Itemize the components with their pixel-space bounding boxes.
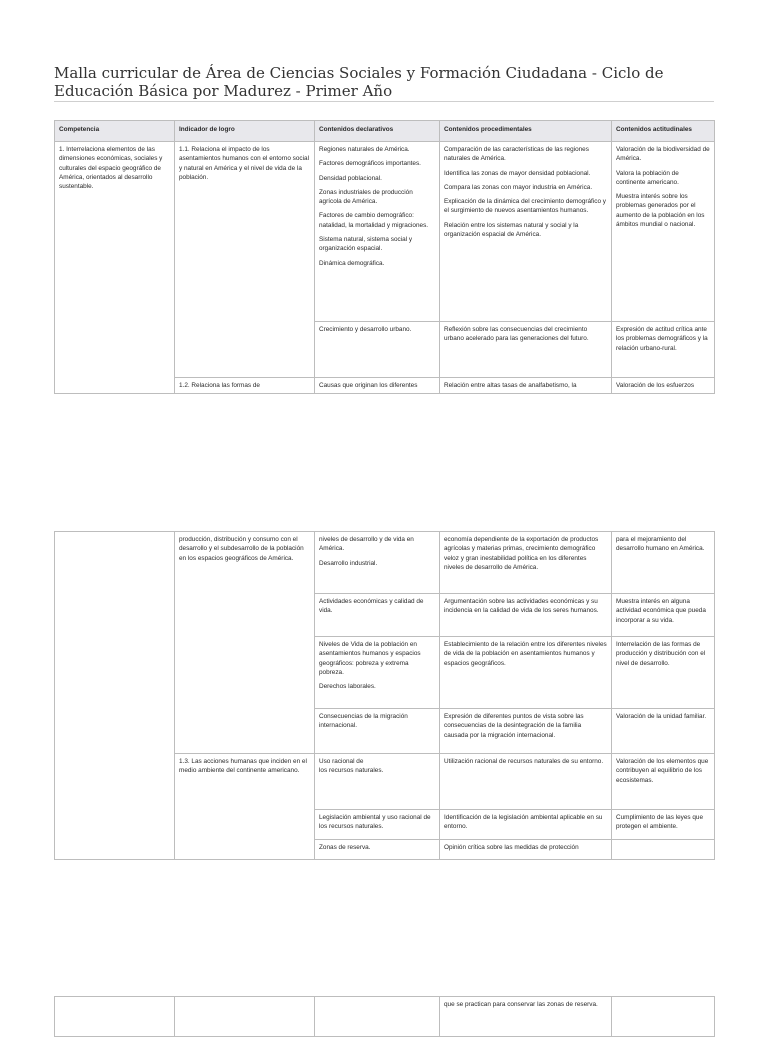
declarativos-cell: Niveles de Vida de la población en asentamientos humanos y espacios geográficos: pobreza y extrema pobreza. Derechos laborales. xyxy=(315,637,440,709)
actitudinales-cell: Valoración de los elementos que contribuyen al equilibrio de los ecosistemas. xyxy=(612,754,715,810)
procedimentales-cell: Establecimiento de la relación entre los diferentes niveles de vida de la población en asentamientos humanos y espacios geográficos. xyxy=(440,637,612,709)
curriculum-table-page-3 xyxy=(54,996,715,1037)
actitudinales-cell: Valoración de la unidad familiar. xyxy=(612,709,715,754)
procedimentales-cell: Opinión crítica sobre las medidas de protección xyxy=(440,840,612,860)
header-declarativos: Contenidos declarativos xyxy=(315,121,440,142)
actitudinales-cell: para el mejoramiento del desarrollo humano en América. xyxy=(612,532,715,594)
declarativos-cell: niveles de desarrollo y de vida en América. Desarrollo industrial. xyxy=(315,532,440,594)
curriculum-table-page-1 xyxy=(54,120,715,394)
table-row xyxy=(55,142,715,322)
procedimentales-cell: Reflexión sobre las consecuencias del crecimiento urbano acelerado para las generaciones del futuro. xyxy=(440,322,612,378)
procedimentales-cell: que se practican para conservar las zonas de reserva. xyxy=(440,997,612,1037)
declarativos-cell: Legislación ambiental y uso racional de los recursos naturales. xyxy=(315,810,440,840)
indicador-cell: 1.2. Relaciona las formas de xyxy=(175,378,315,394)
header-actitudinales: Contenidos actitudinales xyxy=(612,121,715,142)
declarativos-cell: Causas que originan los diferentes xyxy=(315,378,440,394)
curriculum-table-page-2 xyxy=(54,531,715,860)
actitudinales-cell xyxy=(612,997,715,1037)
header-competencia: Competencia xyxy=(55,121,175,142)
procedimentales-cell: Relación entre altas tasas de analfabetismo, la xyxy=(440,378,612,394)
competencia-cell: 1. Interrelaciona elementos de las dimensiones económicas, sociales y culturales del espacio geográfico de América, orientados al desarrollo sustentable. xyxy=(55,142,175,394)
declarativos-cell: Regiones naturales de América. Factores demográficos importantes. Densidad poblacional. Zonas industriales de producción agrícola de América. Factores de cambio demográfico: natalidad, la mortalidad y migraciones. Sistema natural, sistema social y organización espacial. Dinámica demográfica. xyxy=(315,142,440,322)
competencia-cell xyxy=(55,997,175,1037)
indicador-cell xyxy=(175,997,315,1037)
indicador-cell: producción, distribución y consumo con el desarrollo y el subdesarrollo de la población en los espacios geográficos de América. xyxy=(175,532,315,754)
procedimentales-cell: Argumentación sobre las actividades económicas y su incidencia en la calidad de vida de los seres humanos. xyxy=(440,594,612,637)
table-row xyxy=(55,532,715,594)
title-divider xyxy=(54,101,714,102)
procedimentales-cell: Expresión de diferentes puntos de vista sobre las consecuencias de la desintegración de la familia causada por la migración internacional. xyxy=(440,709,612,754)
header-procedimentales: Contenidos procedimentales xyxy=(440,121,612,142)
page-title: Malla curricular de Área de Ciencias Sociales y Formación Ciudadana - Ciclo de Educación Básica por Madurez - Primer Año xyxy=(54,64,664,100)
table-header-row xyxy=(55,121,715,142)
actitudinales-cell: Valoración de los esfuerzos xyxy=(612,378,715,394)
indicador-cell: 1.3. Las acciones humanas que inciden en el medio ambiente del continente americano. xyxy=(175,754,315,860)
actitudinales-cell: Valoración de la biodiversidad de América. Valora la población de continente americano. Muestra interés sobre los problemas generados por el aumento de la población en los ámbitos mundial o nacional. xyxy=(612,142,715,322)
declarativos-cell: Zonas de reserva. xyxy=(315,840,440,860)
declarativos-cell xyxy=(315,997,440,1037)
declarativos-cell: Crecimiento y desarrollo urbano. xyxy=(315,322,440,378)
actitudinales-cell xyxy=(612,840,715,860)
header-indicador: Indicador de logro xyxy=(175,121,315,142)
actitudinales-cell: Cumplimiento de las leyes que protegen el ambiente. xyxy=(612,810,715,840)
table-row xyxy=(55,997,715,1037)
procedimentales-cell: Utilización racional de recursos naturales de su entorno. xyxy=(440,754,612,810)
actitudinales-cell: Muestra interés en alguna actividad económica que pueda incorporar a su vida. xyxy=(612,594,715,637)
actitudinales-cell: Interrelación de las formas de producción y distribución con el nivel de desarrollo. xyxy=(612,637,715,709)
declarativos-cell: Actividades económicas y calidad de vida. xyxy=(315,594,440,637)
declarativos-cell: Consecuencias de la migración internacional. xyxy=(315,709,440,754)
procedimentales-cell: Identificación de la legislación ambiental aplicable en su entorno. xyxy=(440,810,612,840)
procedimentales-cell: Comparación de las características de las regiones naturales de América. Identifica las zonas de mayor densidad poblacional. Compara las zonas con mayor industria en América. Explicación de la dinámica del crecimiento demográfico y el surgimiento de nuevos asentamientos humanos. Relación entre los sistemas natural y social y la organización espacial de América. xyxy=(440,142,612,322)
actitudinales-cell: Expresión de actitud crítica ante los problemas demográficos y la relación urbano-rural. xyxy=(612,322,715,378)
declarativos-cell: Uso racional de los recursos naturales. xyxy=(315,754,440,810)
indicador-cell: 1.1. Relaciona el impacto de los asentamientos humanos con el entorno social y natural en América y el nivel de vida de la población. xyxy=(175,142,315,378)
competencia-cell xyxy=(55,532,175,860)
procedimentales-cell: economía dependiente de la exportación de productos agrícolas y materias primas, crecimiento demográfico veloz y gran inestabilidad política en los diferentes niveles de desarrollo de América. xyxy=(440,532,612,594)
